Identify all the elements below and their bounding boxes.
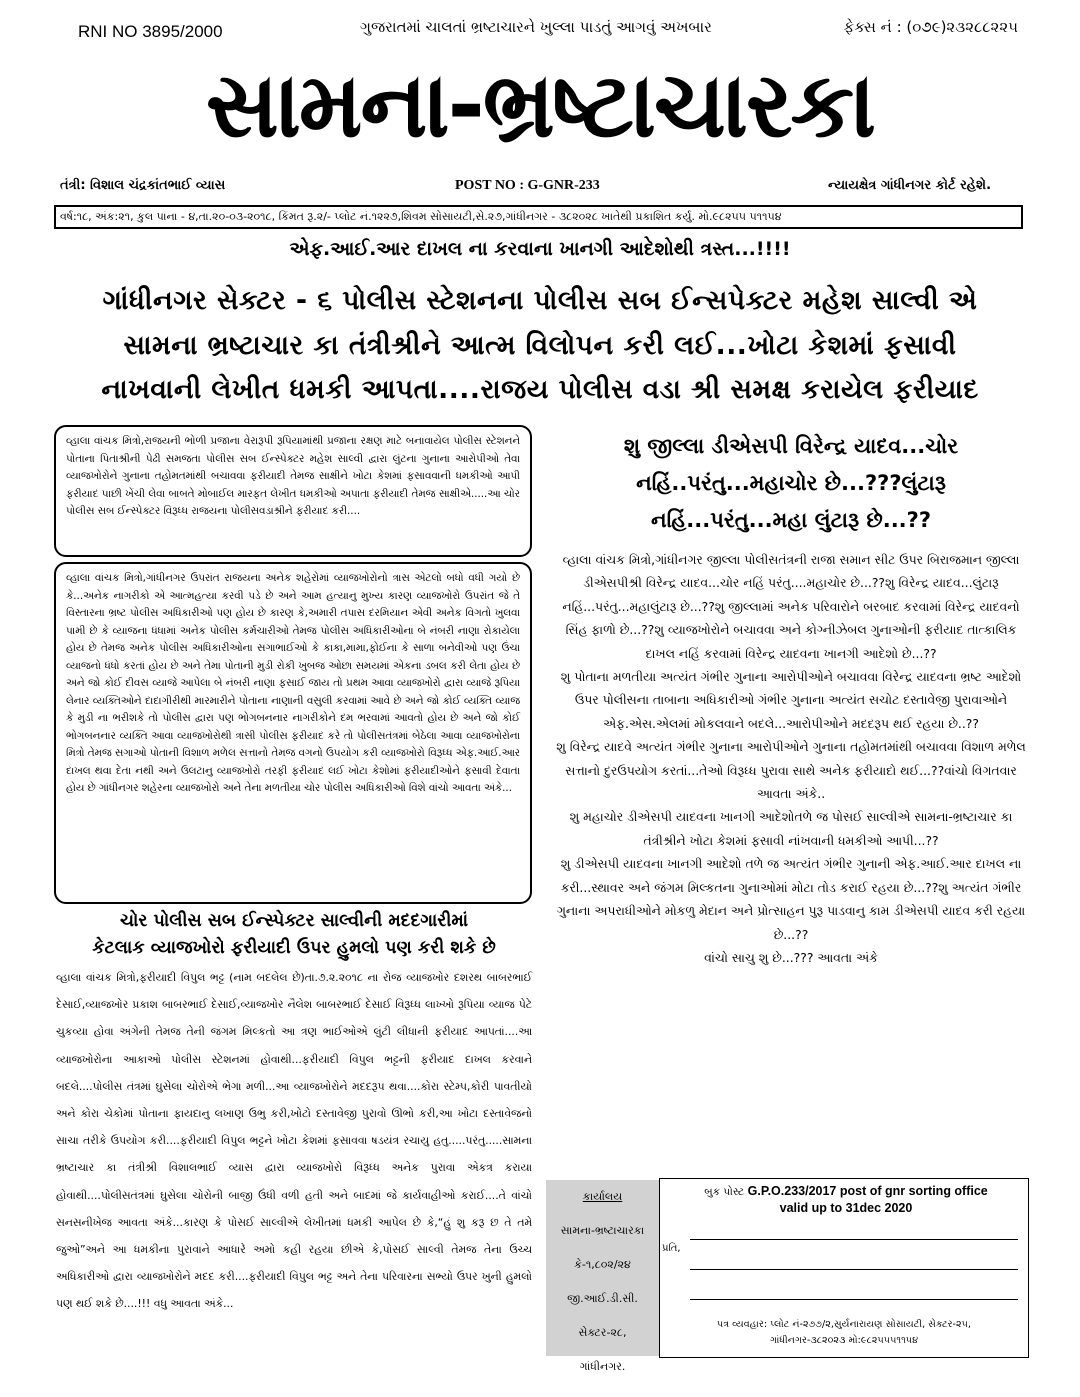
article-box-complaint-text: વ્હાલા વાંચક મિત્રો,રાજયની ભોળી પ્રજાના વેરારૂપી રૂપિયામાંથી પ્રજાના રક્ષણ માટે બનાવાયેલ પોલીસ સ્ટેશનને પોતાના પિતાશ્રીની પેઢી સમજતા પોલીસ સબ ઈન્સ્પેક્ટર મહેશ સાલ્વી દ્વારા લુંટના ગુનાના આરોપીઓ તેવા વ્યાજખોરોને ગુનાના તહોમતમાંથી બચાવવા ફરીયાદી તેમજ સાક્ષીને ખોટા કેશમાં ફસાવવાની ધમકીઓ આપી ફરીયાદ પાછી ખેંચી લેવા બાબતે મોબાઈલ મારફત લેખીત ધમકીઓ અપાતા ફરીયાદી તેમજ સાક્ષીએ.....આ ચોર પોલીસ સબ ઈન્સ્પેક્ટર વિરૂધ્ધ રાજયના પોલીસવડાશ્રીને ફરીયાદ કરી....: [66, 435, 520, 517]
masthead-title: સામના-ભ્રષ્ટાચારકા: [205, 53, 875, 158]
column2-headline-line-2: નહિં..પરંતુ...મહાચોર છે...???લુંટારૂ: [636, 471, 946, 495]
article-box-complaint: [54, 425, 532, 557]
column2-headline: [550, 428, 1032, 539]
article-box-moneylenders-text: વ્હાલા વાંચક મિત્રો,ગાંધીનગર ઉપરાંત રાજયના અનેક શહેરોમાં વ્યાજખોરોનો ત્રાસ એટલો બધો વધી ગયો છે કે...અનેક નાગરીકો એ આત્મહત્યા કરવી પડે છે અને આમ હત્યાનુ મુખ્ય કારણ વ્યાજખોરો ઉપરાંત જે તે વિસ્તારના ભ્રષ્ટ પોલીસ અધિકારીઓ પણ હોય છે કારણ કે,અમારી તપાસ દરમિયાન એવી અનેક વિગતો ખુલવા પામી છે કે વ્યાજના ધંધામાં અનેક પોલીસ કર્મચારીઓ તેમજ પોલીસ અધિકારીઓના બે નંબરી નાણા રોકાયેલા હોય છે તેમજ અનેક પોલીસ અધિકારીઓના સગાભાઈઓ કે કાકા,મામા,ફોઈના કે સાળા બનેવીઓ પણ ઉંચા વ્યાજનો ધંધો કરતાં હોય છે અને તેમા પોતાની મુડી રોકી ખુબજ ઓછા સમયમાં એકના ડબલ કરી લેતા હોય છે અને જો કોઈ દીવસ વ્યાજે આપેલા બે નંબરી નાણા ફસાઈ જાય તો પ્રથમ આવા વ્યાજખોરો દ્વારા વ્યાજે રૂપિયા લેનાર વ્યક્તિઓને દાદાગીરીથી મારમારીને પોતાના નાણાની વસુલી કરવામાં આવે છે અને જો કોઈ વ્યક્તિ વ્યાજ કે મુડી ના ભરીશકે તો પોલીસ દ્વારા પણ ભોગબનનાર નાગરીકોને દમ ભરવામાં આવતો હોય છે અને જો કોઈ ભોગબનનાર વ્યક્તિ આવા વ્યાજખોરોથી ત્રાસી પોલીસ ફરીયાદ કરે તો પોલીસતંત્રમાં બેઠેલા આવા વ્યાજખોરોના મિત્રો તેમજ સગાઓ પોતાની વિશાળ મળેલ સત્તાનો તેમજ વગનો ઉપયોગ કરી વ્યાજખોરો વિરૂધ્ધ એફ.આઈ.આર દાખલ થવા દેતા નથી અને ઉલટાનુ વ્યાજખોરો તરફી ફરીયાદ લઈ ખોટા કેશોમાં ફરીયાદીઓને ફસાવી દેવાતા હોય છે ગાંધીનગર શહેરના વ્યાજખોરો અને તેના મળતીયા ચોર પોલીસ અધિકારીઓ વિશે વાંચો આવતા અંકે...: [66, 572, 520, 794]
book-post-gpo: G.P.O.233/2017 post of gnr sorting office: [747, 1184, 988, 1198]
address-line: [690, 1269, 1018, 1270]
editor-name: તંત્રી: વિશાલ ચંદ્રકાંતભાઈ વ્યાસ: [60, 178, 226, 193]
rni-number: RNI NO 3895/2000: [78, 22, 223, 41]
column2-body: [552, 548, 1030, 969]
book-post-validity: valid up to 31dec 2020: [779, 1201, 913, 1215]
column2-paragraph: શુ ડીએસપી યાદવના ખાનગી આદેશો તળે જ અત્યંત ગંભીર ગુનાની એફ.આઈ.આર દાખલ ના કરી...સ્થાવર અને જંગમ મિલ્કતના ગુનાઓમાં મોટા તોડ કરાઈ રહયા છે...??શુ અત્યંત ગંભીર ગુનાના અપરાધીઓને મોકળુ મેદાન અને પ્રોત્સાહન પુરૂ પાડવાનુ કામ ડીએસપી યાદવ કરી રહયા છે...??: [556, 856, 1026, 942]
address-line: [690, 1239, 1018, 1240]
office-title: કાર્યાલય: [582, 1190, 623, 1203]
column2-headline-line-3: નહિં...પરંતુ...મહા લુંટારૂ છે...??: [650, 508, 932, 532]
column1-headline-line-1: ચોર પોલીસ સબ ઈન્સ્પેક્ટર સાલ્વીની મદદગારીમાં: [120, 911, 468, 931]
column2-paragraph: વાંચો સાચુ શુ છે...??? આવતા અંકે: [704, 949, 878, 965]
correspondence-address: [666, 1317, 1022, 1349]
fax-number: ફેક્સ નં : (૦૭૯)૨૩૨૮૮૨૨૫: [843, 18, 1018, 36]
jurisdiction-note: ન્યાયક્ષેત્ર ગાંધીનગર કોર્ટ રહેશે.: [828, 178, 992, 193]
column2-headline-line-1: શુ જીલ્લા ડીએસપી વિરેન્દ્ર યાદવ...ચોર: [623, 434, 959, 458]
book-post-header: [668, 1183, 1024, 1216]
newspaper-tagline: ગુજરાતમાં ચાલતાં ભ્રષ્ટાચારને ખુલ્લા પાડતું આગવું અખબાર: [360, 18, 712, 36]
lead-headline-line-3: નાખવાની લેખીત ધમકી આપતા....રાજય પોલીસ વડા શ્રી સમક્ષ કરાયેલ ફરીયાદ: [101, 374, 979, 405]
column2-paragraph: શુ મહાચોર ડીએસપી યાદવના ખાનગી આદેશોતળે જ પોસઈ સાલ્વીએ સામના-ભ્રષ્ટાચાર કા તંત્રીશ્રીને ખોટા કેશમાં ફસાવી નાંખવાની ધમકીઓ આપી...??: [569, 809, 1013, 848]
post-number: POST NO : G-GNR-233: [455, 178, 600, 193]
column1-headline: [54, 908, 534, 962]
column2-paragraph: વ્હાલા વાંચક મિત્રો,ગાંધીનગર જીલ્લા પોલીસતંત્રની રાજા સમાન સીટ ઉપર બિરાજમાન જીલ્લા ડીએસપીશ્રી વિરેન્દ્ર યાદવ...ચોર નહિં પરંતુ....મહાચોર છે...??શુ વિરેન્દ્ર યાદવ...લુંટારૂ નહિં...પરંતુ...મહાલુંટારૂ છે...??શુ જીલ્લામાં અનેક પરિવારોને બરબાદ કરવામાં વિરેન્દ્ર યાદવનો સિંહ ફાળો છે...??શુ વ્યાજખોરોને બચાવવા અને કોગ્નીઝેબલ ગુનાઓની ફરીયાદ તાત્કાલિક દાખલ નહિં કરવામાં વિરેન્દ્ર યાદવના ખાનગી આદેશો છે...??: [562, 552, 1020, 661]
correspondence-line: ગાંધીનગર-૩૮૨૦૨૩ મો:૯૮૨૫૫૫૧૧૫૪: [769, 1335, 919, 1346]
office-line: ગાંધીનગર.: [579, 1360, 626, 1373]
book-post-label: બુક પોસ્ટ: [704, 1186, 745, 1198]
correspondence-line: પત્ર વ્યવહાર: પ્લોટ નં-૨૭૭/૨,સુર્યનારાયણ સોસાયટી, સેક્ટર-૨૫,: [717, 1319, 971, 1330]
office-address-block: [546, 1180, 659, 1373]
lead-headline-line-1: ગાંધીનગર સેક્ટર - ૬ પોલીસ સ્ટેશનના પોલીસ સબ ઈન્સપેક્ટર મહેશ સાલ્વી એ: [102, 285, 978, 316]
lead-headline-line-2: સામના ભ્રષ્ટાચાર કા તંત્રીશ્રીને આત્મ વિલોપન કરી લઈ...ખોટા કેશમાં ફસાવી: [123, 330, 957, 361]
address-line: [690, 1299, 1018, 1300]
lead-subheadline: એફ.આઈ.આર દાખલ ના કરવાના ખાનગી આદેશોથી ત્રસ્ત...!!!!: [289, 238, 791, 260]
book-post-box: [659, 1178, 1029, 1358]
office-line: કે-૧,૮૦૨/૨૪: [574, 1258, 631, 1271]
issue-info-bar: વર્ષ:૧૮, અંક:૨૧, કુલ પાના - ૪,તા.૨૦-૦૩-૨૦૧૮, કિંમત રૂ.૨/- પ્લોટ નં.૧૨૨૭,શિવમ સોસાયટી,સે.૨૭,ગાંધીનગર - ૩૮૨૦૨૮ ખાતેથી પ્રકાશિત કર્યુ. મો.૯૮૨૫૫ ૫૧૧૫૪: [54, 205, 1023, 229]
column1-headline-line-2: કેટલાક વ્યાજખોરો ફરીયાદી ઉપર હુમલો પણ કરી શકે છે: [92, 938, 496, 958]
office-line: સામના-ભ્રષ્ટાચારકા: [560, 1224, 645, 1237]
column1-body: વ્હાલા વાંચક મિત્રો,ફરીયાદી વિપુલ ભટ્ટ (નામ બદલેલ છે)તા.૭.૨.૨૦૧૮ ના રોજ વ્યાજખોર દશરથ બાબરભાઈ દેસાઈ,વ્યાજખોર પ્રકાશ બાબરભાઈ દેસાઈ,વ્યાજખોર નૈલેશ બાબરભાઈ દેસાઈ વિરૂધ્ધ લાખ્ખો રૂપિયા વ્યાજ પેટે ચુકવ્યા હોવા અંગેની તેમજ તેની જંગમ મિલ્કતો આ ત્રણ ભાઈઓએ લુંટી લીધાની ફરીયાદ આપતાં....આ વ્યાજખોરોના આકાઓ પોલીસ સ્ટેશનમાં હોવાથી...ફરીયાદી વિપુલ ભટ્ટની ફરીયાદ દાખલ કરવાને બદલે....પોલીસ તંત્રમાં ઘુસેલા ચોરોએ ભેગા મળી...આ વ્યાજખોરોને મદદરૂપ થવા....કોરા સ્ટેમ્પ,કોરી પાવતીયો અને કોરા ચેકોમાં પોતાના ફાયદાનુ લખાણ ઉભુ કરી,ખોટો દસ્તાવેજી પુરાવો ઊભો કરી,આ ખોટા દસ્તાવેજનો સાચા તરીકે ઉપયોગ કરી....ફરીયાદી વિપુલ ભટ્ટને ખોટા કેશમાં ફસાવવા ષડયંત્ર રચાયુ હતુ.....પરંતુ.....સામના ભ્રષ્ટાચાર કા તંત્રીશ્રી વિશાલભાઈ વ્યાસ દ્વારા વ્યાજખોરો વિરૂધ્ધ અનેક પુરાવા એકત્ર કરાયા હોવાથી....પોલીસતંત્રમાં ઘુસેલા ચોરોની બાજી ઉંધી વળી હતી અને બાદમાં જે કાર્યવાહીઓ કરાઈ....તે વાંચો સનસનીખેજ આવતા અંકે...કારણ કે પોસઈ સાલ્વીએ લેખીતમાં ધમકી આપેલ છે કે,“હું શુ કરૂ છ તે તમે જુઓ”અને આ ધમકીના પુરાવાને આધારે અમો કહી રહયા છીએ કે,પોસઈ સાલ્વી તેમજ તેના ઉચ્ચ અધિકારીઓ દ્વારા વ્યાજખોરોને મદદ કરી....ફરીયાદી વિપુલ ભટ્ટ અને તેના પરિવારના સભ્યો ઉપર ખુની હુમલો પણ થઈ શકે છે....!!! વધુ આવતા અંકે...: [56, 971, 532, 1311]
office-line: સેક્ટર-૨૮,: [578, 1326, 627, 1339]
office-line: જી.આઈ.ડી.સી.: [567, 1292, 638, 1305]
column2-paragraph: શુ પોતાના મળતીયા અત્યંત ગંભીર ગુનાના આરોપીઓને બચાવવા વિરેન્દ્ર યાદવના ભ્રષ્ટ આદેશો ઉપર પોલીસના તાબાના અધિકારીઓ ગંભીર ગુનાના અત્યંત સચોટ દસ્તાવેજી પુરાવાઓને એફ.એસ.એલમાં મોકલવાને બદલે...આરોપીઓને મદદરૂપ થઈ રહયા છે..??: [560, 669, 1022, 731]
column2-paragraph: શુ વિરેન્દ્ર યાદવે અત્યંત ગંભીર ગુનાના આરોપીઓને ગુનાના તહોમતમાંથી બચાવવા વિશાળ મળેલ સત્તાનો દુરઉપયોગ કરતાં...તેઓ વિરૂધ્ધ પુરાવા સાથે અનેક ફરીયાદો થઈ...??વાંચો વિગતવાર આવતા અંકે..: [556, 739, 1026, 802]
article-box-moneylenders: [54, 562, 532, 904]
recipient-label: પ્રતિ,: [662, 1243, 681, 1254]
